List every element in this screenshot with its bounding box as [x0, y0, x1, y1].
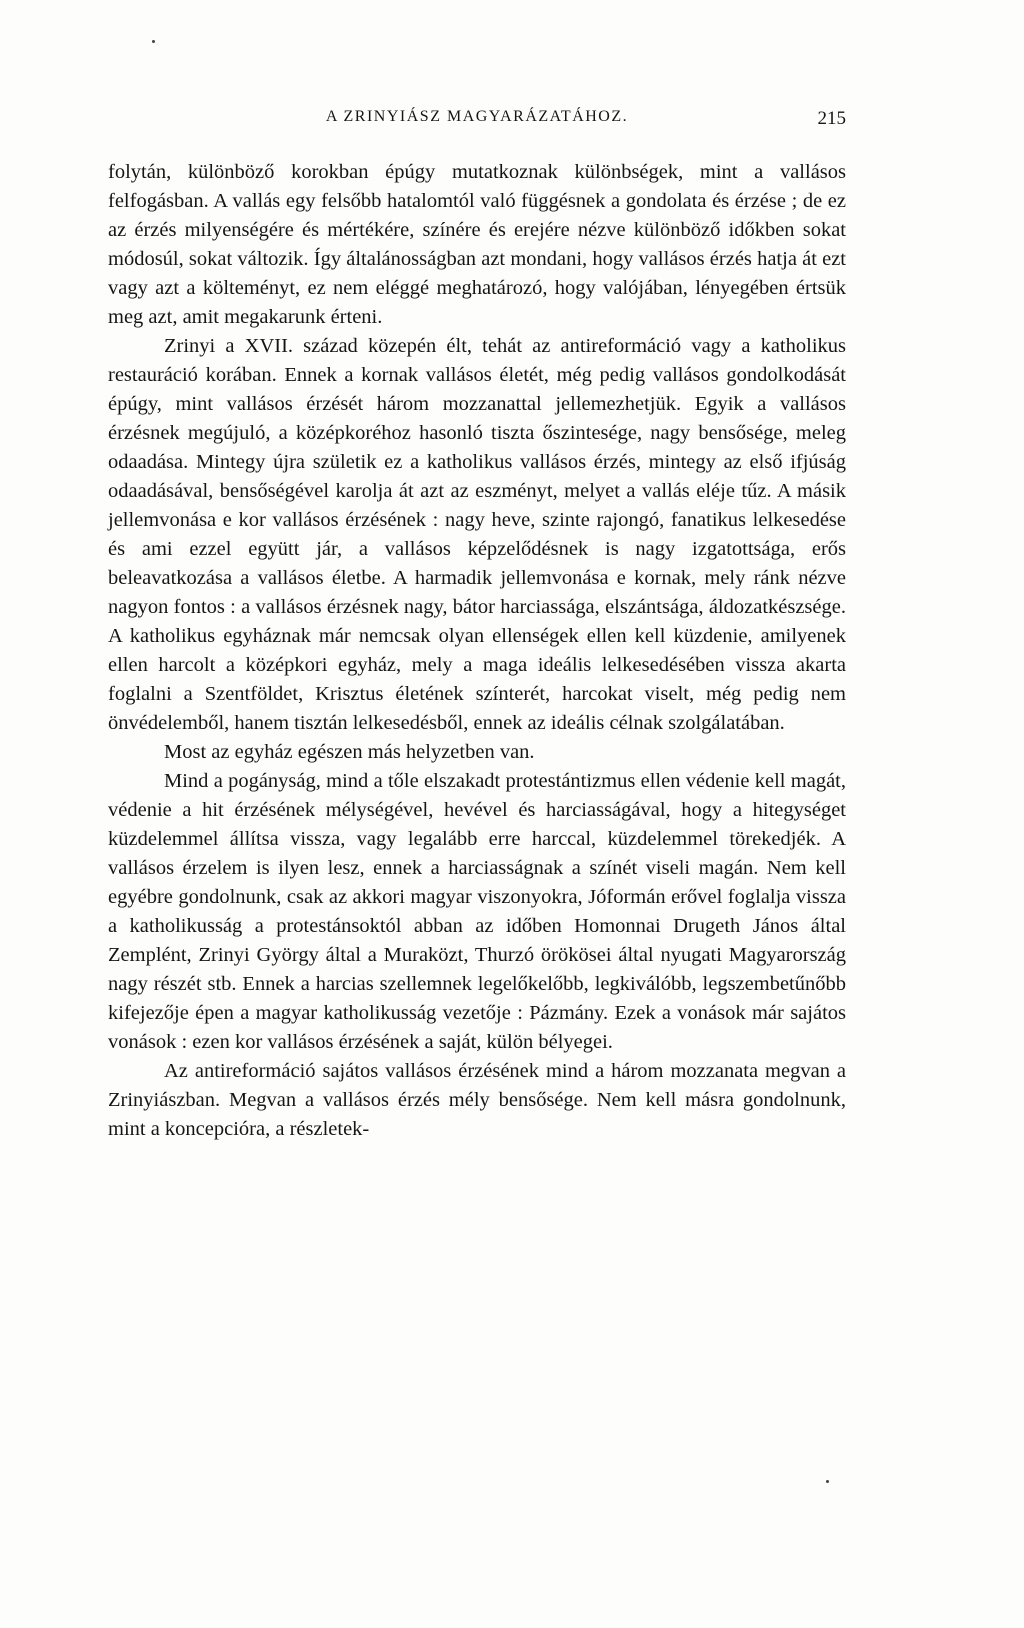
page-number: 215 [817, 108, 846, 129]
paragraph-2: Zrinyi a XVII. század közepén élt, tehát az antireformáció vagy a katholikus restauráció korában. Ennek a kornak vallásos életét, még pedig vallásos gondolkodását épúgy, mint vallásos érzését három mozzanattal jellemezhetjük. Egyik a vallásos érzésnek megújuló, a középkoréhoz hasonló tiszta őszintesége, nagy bensősége, meleg odaadása. Mintegy újra születik ez a katholikus vallásos érzés, mintegy az első ifjúság odaadásával, bensőségével karolja át azt az eszményt, melyet a vallás eléje tűz. A másik jellemvonása e kor vallásos érzésének : nagy heve, szinte rajongó, fanatikus lelkesedése és ami ezzel együtt jár, a vallásos képzelődésnek is nagy izgatottsága, erős beleavatkozása a vallásos életbe. A harmadik jellemvonása e kornak, mely ránk nézve nagyon fontos : a vallásos érzésnek nagy, bátor harciassága, elszántsága, áldozatkészsége. A katholikus egyháznak már nemcsak olyan ellenségek ellen kell küzdenie, amilyenek ellen harcolt a középkori egyház, mely a maga ideális lelkesedésében vissza akarta foglalni a Szentföldet, Krisztus életének színterét, harcokat viselt, még pedig nem önvédelemből, hanem tisztán lelkesedésből, ennek az ideális célnak szolgálatában. [108, 335, 846, 734]
print-speck [826, 1480, 829, 1483]
paragraph-5: Az antireformáció sajátos vallásos érzésének mind a három mozzanata megvan a Zrinyiászban. Megvan a vallásos érzés mély bensősége. Nem kell másra gondolnunk, mint a koncepcióra, a részletek- [108, 1060, 846, 1140]
print-speck [152, 40, 155, 43]
paragraph-3: Most az egyház egészen más helyzetben van. [164, 741, 535, 763]
paragraph-4: Mind a pogányság, mind a tőle elszakadt protestántizmus ellen védenie kell magát, védenie a hit érzésének mélységével, hevével és harciasságával, hogy a hitegységet küzdelemmel állítsa vissza, vagy legalább erre harccal, küzdelemmel törekedjék. A vallásos érzelem is ilyen lesz, ennek a harciasságnak a színét viseli magán. Nem kell egyébre gondolnunk, csak az akkori magyar viszonyokra, Jóformán erővel foglalja vissza a katholikusság a protestánsoktól abban az időben Homonnai Drugeth János által Zemplént, Zrinyi György által a Muraközt, Thurzó örökösei által nyugati Magyarország nagy részét stb. Ennek a harcias szellemnek legelőkelőbb, legkiválóbb, legszembetűnőbb kifejezője épen a magyar katholikusság vezetője : Pázmány. Ezek a vonások már sajátos vonások : ezen kor vallásos érzésének a saját, külön bélyegei. [108, 770, 846, 1053]
page-header [108, 108, 846, 134]
body-text [108, 158, 846, 1144]
running-title: A ZRINYIÁSZ MAGYARÁZATÁHOZ. [325, 108, 629, 125]
paragraph-1: folytán, különböző korokban épúgy mutatkoznak különbségek, mint a vallásos felfogásban. A vallás egy felsőbb hatalomtól való függésnek a gondolata és érzése ; de ez az érzés milyenségére és mértékére, színére és erejére nézve különböző időkben sokat módosúl, sokat változik. Így általánosságban azt mondani, hogy vallásos érzés hatja át ezt vagy azt a költeményt, ez nem eléggé meghatározó, hogy valójában, lényegében értsük meg azt, amit megakarunk érteni. [108, 161, 846, 328]
